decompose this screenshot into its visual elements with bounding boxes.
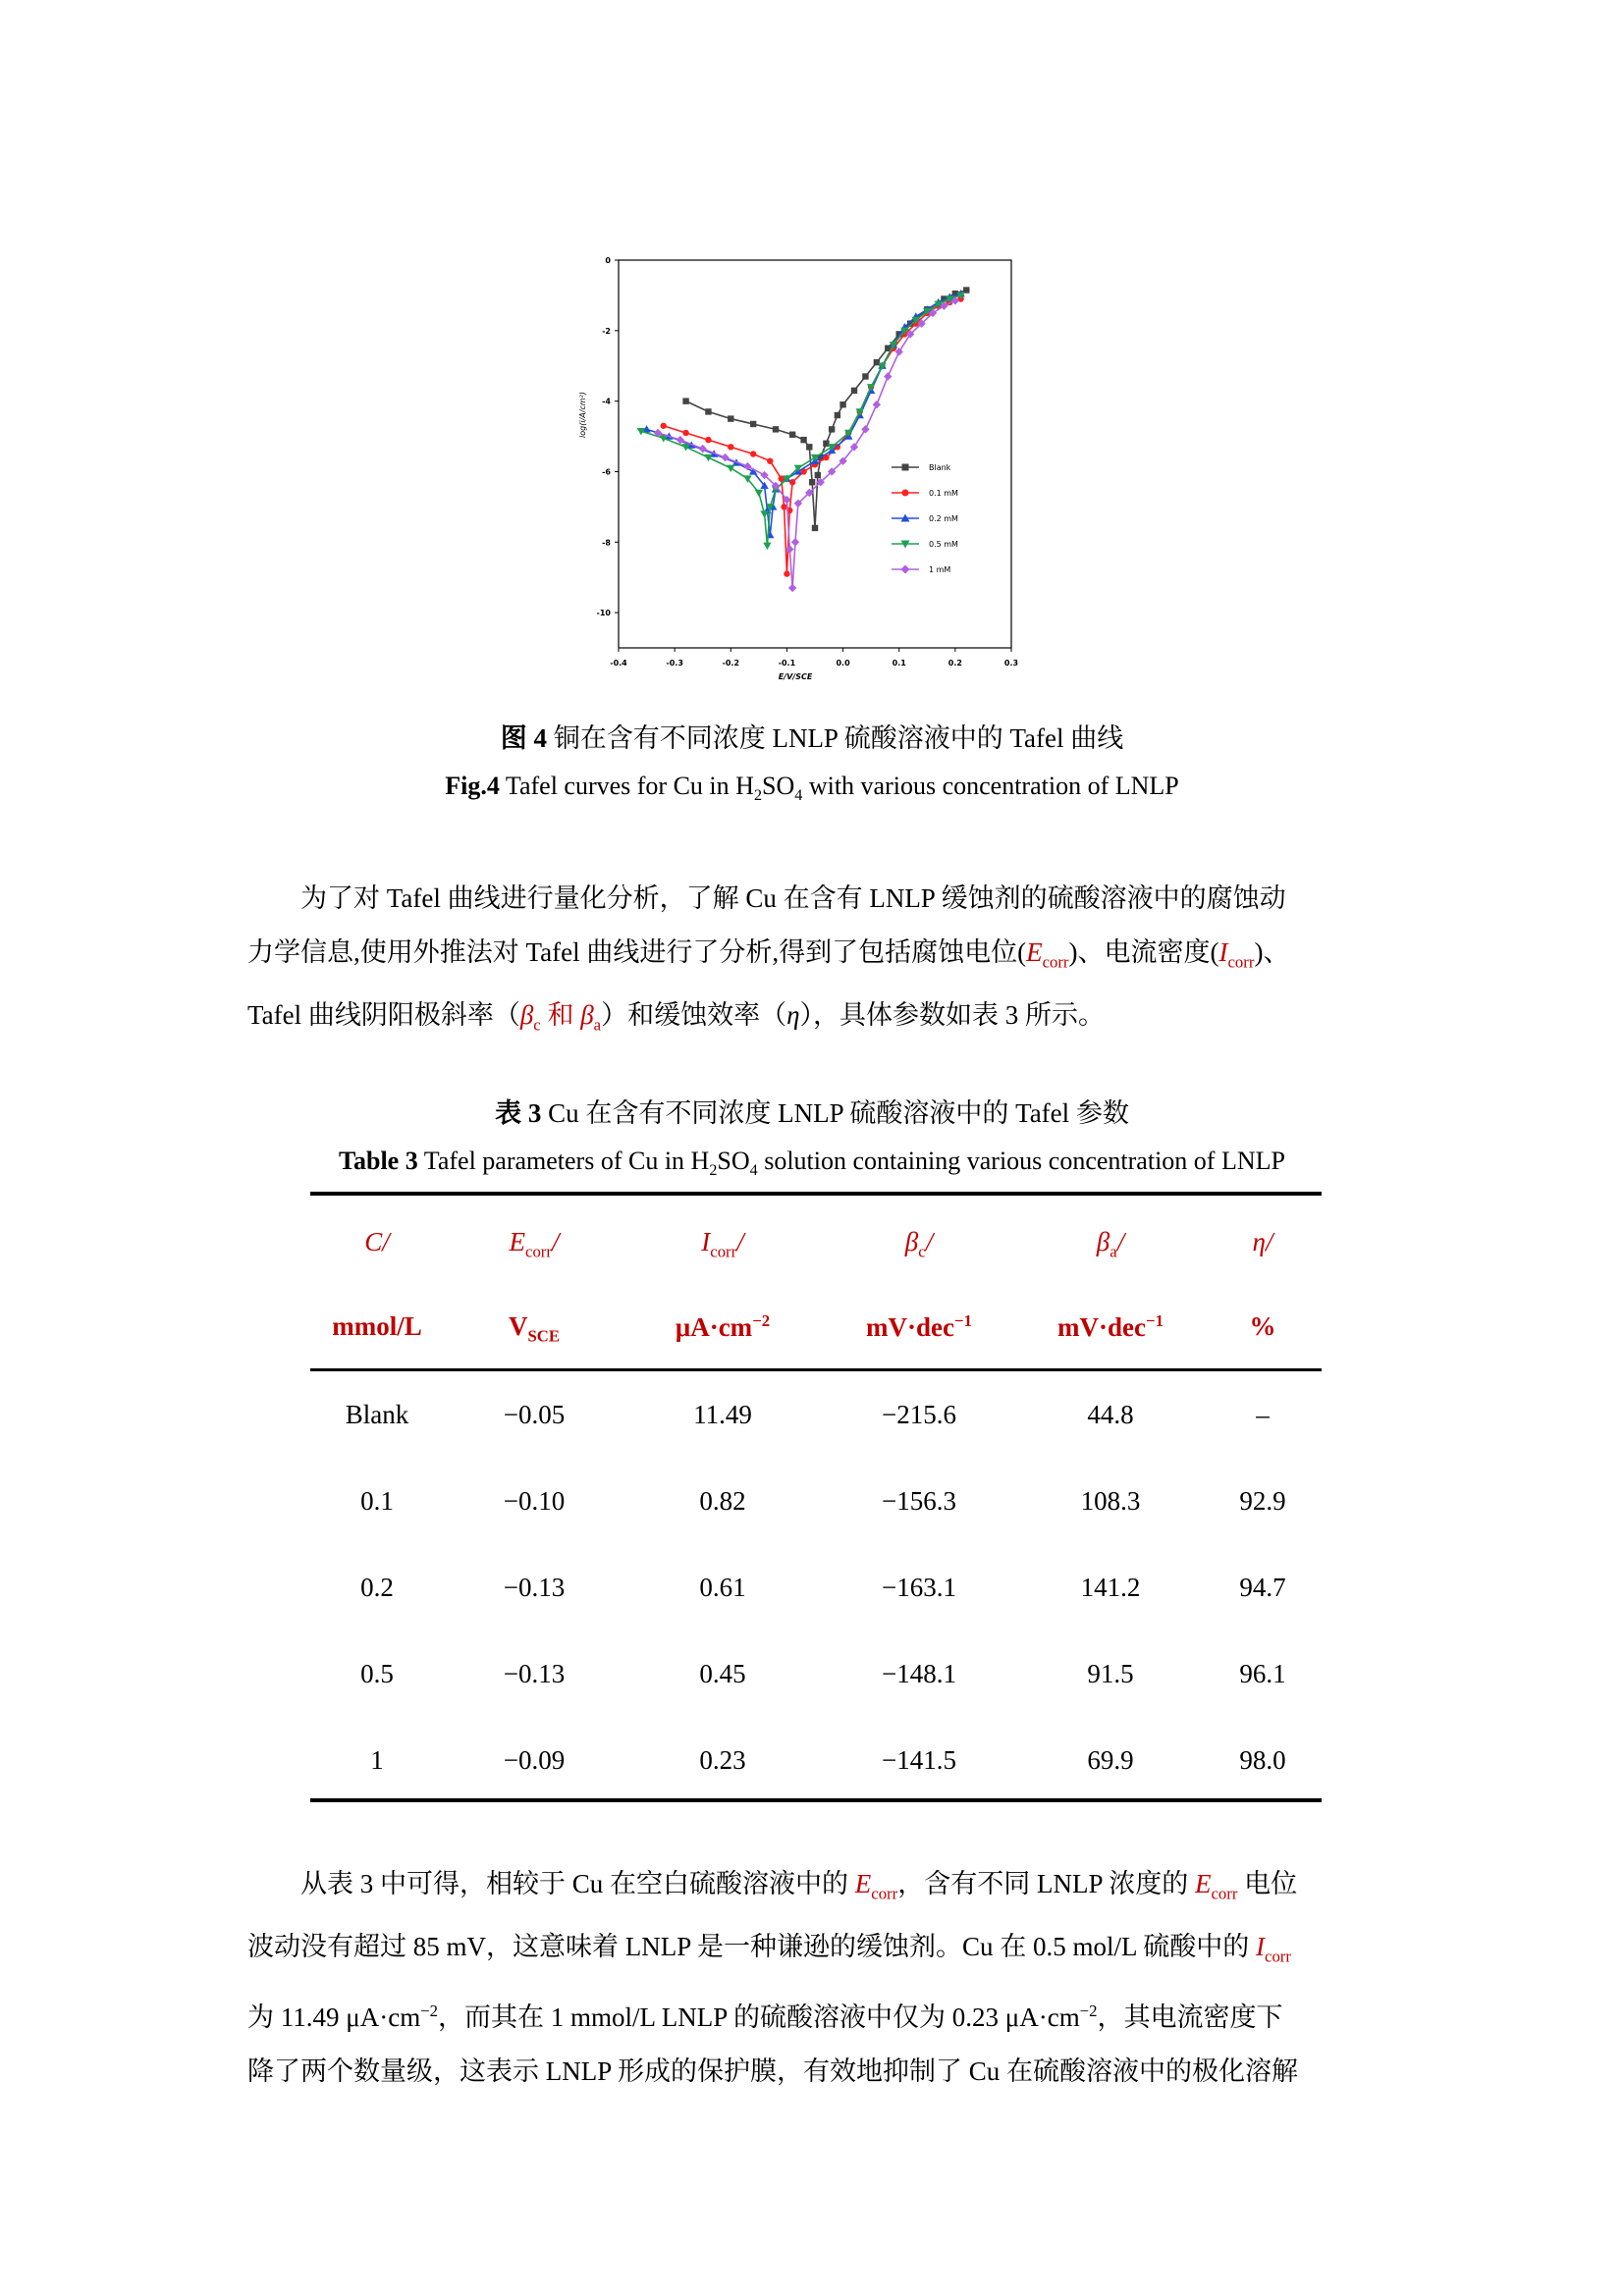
table-cell: 0.5 — [360, 1659, 394, 1688]
x-tick-label: -0.3 — [666, 659, 683, 667]
header-subscript: c — [918, 1242, 926, 1261]
paragraph-line — [247, 926, 1391, 988]
table-cell: Blank — [345, 1400, 409, 1429]
table-caption-zh — [0, 1092, 1624, 1130]
data-point — [835, 412, 840, 418]
text: 波动没有超过 85 mV，这意味着 LNLP 是一种谦逊的缓蚀剂。Cu 在 0.5 mol/L 硫酸中的 — [247, 1932, 1257, 1962]
data-point — [704, 454, 712, 461]
data-point — [806, 444, 812, 450]
table-cell: 44.8 — [1087, 1400, 1134, 1429]
figure-label-en: Fig.4 — [445, 772, 500, 800]
text: 电位 — [1237, 1869, 1298, 1898]
y-tick-label: -10 — [596, 609, 611, 618]
data-point — [901, 565, 910, 574]
text: ，而其在 1 mmol/L LNLP 的硫酸溶液中仅为 0.23 μA·cm — [438, 2002, 1080, 2032]
data-point — [861, 425, 869, 433]
series-blank — [682, 287, 969, 531]
table-cell: 141.2 — [1080, 1573, 1141, 1602]
header-symbol: η — [1252, 1227, 1266, 1256]
table-cell: −215.6 — [882, 1400, 956, 1429]
legend-label: 0.1 mM — [929, 489, 958, 498]
column-header — [1164, 1227, 1361, 1257]
table-cell: −0.13 — [503, 1659, 566, 1688]
header-symbol: C — [364, 1227, 383, 1256]
plot-frame — [619, 260, 1011, 648]
table-cell: 0.45 — [699, 1659, 746, 1688]
y-tick-label: -8 — [602, 538, 611, 548]
symbol-sub: corr — [1227, 952, 1255, 972]
text: )、电流密度( — [1068, 937, 1219, 967]
header-slash: / — [1116, 1227, 1125, 1256]
data-point — [884, 372, 892, 380]
header-symbol: β — [904, 1227, 919, 1256]
caption-text: Tafel curves for Cu in H — [499, 772, 754, 800]
table-cell: 1 — [370, 1745, 384, 1775]
data-point — [823, 441, 829, 447]
paragraph-line — [247, 1984, 1391, 2045]
symbol-sub: corr — [1265, 1947, 1291, 1966]
paragraph-line — [247, 988, 1391, 1051]
paragraph-1 — [247, 872, 1391, 1052]
header-symbol: I — [701, 1227, 711, 1256]
paragraph-line — [247, 1857, 1391, 1920]
table-cell: – — [1256, 1400, 1270, 1429]
column-unit — [624, 1311, 821, 1343]
data-point — [789, 479, 795, 485]
data-point — [851, 388, 857, 394]
text: ，含有不同 LNLP 浓度的 — [897, 1869, 1195, 1898]
data-point — [784, 570, 789, 576]
data-point — [873, 400, 881, 408]
column-header — [436, 1227, 632, 1261]
table-cell: 92.9 — [1239, 1486, 1286, 1516]
header-slash: / — [925, 1227, 934, 1256]
x-axis-label: E/V/SCE — [778, 672, 813, 681]
header-subscript: a — [1110, 1242, 1117, 1261]
data-point — [809, 479, 815, 485]
data-point — [788, 584, 796, 592]
header-slash: / — [382, 1227, 390, 1256]
series-0.1-mm — [661, 295, 964, 576]
data-point — [763, 543, 771, 550]
symbol-sub: corr — [1042, 952, 1069, 972]
data-point — [781, 504, 786, 509]
data-point — [705, 437, 711, 443]
symbol-i: I — [1256, 1932, 1266, 1962]
series-line — [664, 299, 961, 574]
data-point — [705, 408, 711, 414]
figure-title-zh: 铜在含有不同浓度 LNLP 硫酸溶液中的 Tafel 曲线 — [553, 723, 1124, 753]
data-point — [728, 415, 733, 421]
data-point — [874, 359, 880, 365]
text: 和 — [540, 1000, 581, 1031]
symbol-beta: β — [580, 1000, 594, 1031]
data-point — [902, 490, 909, 497]
header-subscript: corr — [710, 1242, 737, 1261]
header-slash: / — [736, 1227, 744, 1256]
table-cell: −0.05 — [503, 1400, 566, 1429]
data-point — [721, 454, 729, 461]
paragraph-line — [247, 872, 1391, 926]
table-cell: 108.3 — [1080, 1486, 1141, 1516]
header-slash: / — [1265, 1227, 1273, 1256]
data-point — [815, 472, 821, 478]
figure-caption-en — [0, 772, 1624, 805]
legend-label: Blank — [929, 463, 951, 472]
paragraph-line — [247, 1920, 1391, 1983]
table-cell: 0.61 — [699, 1573, 746, 1602]
table-cell: 0.82 — [699, 1486, 746, 1516]
caption-subscript: 2 — [709, 1162, 718, 1180]
symbol-beta: β — [519, 1000, 534, 1031]
data-point — [862, 373, 868, 379]
data-point — [789, 432, 795, 438]
x-tick-label: 0.0 — [836, 659, 850, 667]
caption-text: SO — [717, 1147, 750, 1175]
x-tick-label: 0.2 — [947, 659, 962, 667]
data-point — [727, 465, 734, 472]
y-tick-label: 0 — [605, 256, 611, 265]
table-cell: 0.1 — [360, 1486, 394, 1516]
header-slash: / — [551, 1227, 560, 1256]
table-mid-rule — [310, 1368, 1322, 1371]
table-cell: 0.23 — [699, 1745, 746, 1775]
data-point — [699, 445, 707, 453]
symbol-sub: a — [593, 1015, 602, 1035]
text: 力学信息,使用外推法对 Tafel 曲线进行了分析,得到了包括腐蚀电位( — [247, 937, 1027, 967]
table-caption-en — [0, 1147, 1624, 1180]
legend-label: 0.2 mM — [929, 514, 958, 523]
text: 从表 3 中可得，相较于 Cu 在空白硫酸溶液中的 — [300, 1869, 855, 1898]
figure-label-zh: 图 4 — [500, 723, 547, 753]
table-cell: 96.1 — [1239, 1659, 1286, 1688]
table-cell: −0.10 — [503, 1486, 566, 1516]
data-point — [839, 401, 845, 407]
data-point — [682, 398, 688, 403]
table-label-en: Table 3 — [339, 1147, 418, 1175]
text: 降了两个数量级，这表示 LNLP 形成的保护膜，有效地抑制了 Cu 在硫酸溶液中的极化溶解 — [247, 2056, 1299, 2086]
caption-subscript: 2 — [753, 787, 762, 805]
symbol-e: E — [1026, 937, 1043, 967]
table-label-zh: 表 3 — [495, 1098, 542, 1128]
table-cell: −148.1 — [882, 1659, 956, 1688]
symbol-i: I — [1218, 937, 1228, 967]
unit-superscript: −1 — [954, 1311, 972, 1330]
x-tick-label: 0.3 — [1003, 659, 1019, 667]
data-point — [902, 464, 909, 471]
x-tick-label: 0.1 — [892, 659, 906, 667]
symbol-sub: corr — [871, 1884, 898, 1903]
y-tick-label: -2 — [602, 326, 611, 336]
data-point — [661, 423, 667, 429]
paragraph-2 — [247, 1857, 1391, 2099]
text: ，其电流密度下 — [1097, 2002, 1283, 2032]
table-bottom-rule — [310, 1798, 1322, 1802]
x-tick-label: -0.1 — [778, 659, 796, 667]
text: ），具体参数如表 3 所示。 — [799, 1000, 1106, 1031]
series-0.2-mm — [642, 290, 964, 538]
data-point — [743, 462, 751, 470]
chart-series — [637, 287, 970, 592]
x-tick-label: -0.4 — [610, 659, 627, 667]
caption-text: with various concentration of LNLP — [802, 772, 1179, 800]
unit-text: mV·dec — [866, 1312, 955, 1342]
header-symbol: E — [509, 1227, 526, 1256]
column-header — [624, 1227, 821, 1261]
table-cell: 0.2 — [360, 1573, 394, 1602]
table-cell: −0.09 — [503, 1745, 566, 1775]
table-cell: 94.7 — [1239, 1573, 1286, 1602]
caption-text: Tafel parameters of Cu in H — [417, 1147, 710, 1175]
caption-subscript: 4 — [749, 1162, 758, 1180]
superscript: −2 — [420, 2001, 439, 2020]
tafel-chart — [550, 245, 1080, 681]
data-point — [785, 545, 793, 553]
table-title-zh: Cu 在含有不同浓度 LNLP 硫酸溶液中的 Tafel 参数 — [541, 1098, 1129, 1128]
chart-legend — [892, 463, 958, 574]
data-point — [728, 444, 733, 450]
symbol-e: E — [854, 1869, 872, 1898]
x-tick-label: -0.2 — [722, 659, 740, 667]
y-tick-label: -6 — [602, 467, 611, 477]
figure-caption-zh — [0, 717, 1624, 755]
table-top-rule — [310, 1192, 1322, 1196]
y-tick-label: -4 — [602, 397, 611, 406]
table-cell: 91.5 — [1087, 1659, 1134, 1688]
data-point — [791, 538, 799, 546]
data-point — [773, 426, 779, 432]
text: Tafel 曲线阴阳极斜率（ — [247, 1000, 520, 1031]
data-point — [767, 457, 773, 463]
table-cell: 69.9 — [1087, 1745, 1134, 1775]
caption-text: solution containing various concentration of LNLP — [757, 1147, 1285, 1175]
series-line — [686, 291, 967, 528]
symbol-eta: η — [786, 1000, 800, 1031]
unit-superscript: −1 — [1146, 1311, 1164, 1330]
superscript: −2 — [1079, 2001, 1098, 2020]
column-header — [821, 1227, 1017, 1261]
data-point — [829, 426, 835, 432]
table-cell: −163.1 — [882, 1573, 956, 1602]
text: )、 — [1254, 937, 1290, 967]
data-point — [750, 451, 756, 456]
data-point — [800, 437, 806, 443]
data-point — [750, 421, 756, 427]
unit-text: V — [508, 1311, 528, 1341]
column-unit — [1164, 1311, 1361, 1342]
data-point — [682, 430, 688, 436]
unit-superscript: −2 — [752, 1311, 771, 1330]
table-cell: 98.0 — [1239, 1745, 1286, 1775]
legend-label: 1 mM — [929, 565, 951, 574]
unit-text: μA·cm — [675, 1312, 753, 1342]
series-0.5-mm — [637, 293, 965, 550]
data-point — [812, 525, 818, 531]
unit-text: % — [1249, 1311, 1276, 1341]
header-subscript: corr — [525, 1242, 552, 1261]
unit-text: mmol/L — [332, 1311, 422, 1341]
y-axis-label: log(i/A/cm²) — [578, 392, 587, 438]
column-unit — [436, 1311, 632, 1346]
text: ）和缓蚀效率（ — [601, 1000, 787, 1031]
table-cell: 11.49 — [693, 1400, 752, 1429]
unit-text: mV·dec — [1057, 1312, 1147, 1342]
legend-label: 0.5 mM — [929, 540, 958, 549]
text: 为 11.49 μA·cm — [247, 2002, 421, 2032]
column-unit — [821, 1311, 1017, 1343]
symbol-sub: corr — [1211, 1884, 1238, 1903]
symbol-e: E — [1194, 1869, 1212, 1898]
header-symbol: β — [1096, 1227, 1110, 1256]
symbol-sub: c — [533, 1015, 541, 1035]
table-cell: −156.3 — [882, 1486, 956, 1516]
text: 为了对 Tafel 曲线进行量化分析，了解 Cu 在含有 LNLP 缓蚀剂的硫酸溶液中的腐蚀动 — [300, 883, 1286, 913]
table-cell: −141.5 — [882, 1745, 956, 1775]
paragraph-line — [247, 2045, 1391, 2099]
caption-text: SO — [762, 772, 795, 800]
caption-subscript: 4 — [794, 787, 803, 805]
unit-subscript: SCE — [527, 1326, 561, 1346]
table-cell: −0.13 — [503, 1573, 566, 1602]
data-point — [755, 490, 763, 497]
